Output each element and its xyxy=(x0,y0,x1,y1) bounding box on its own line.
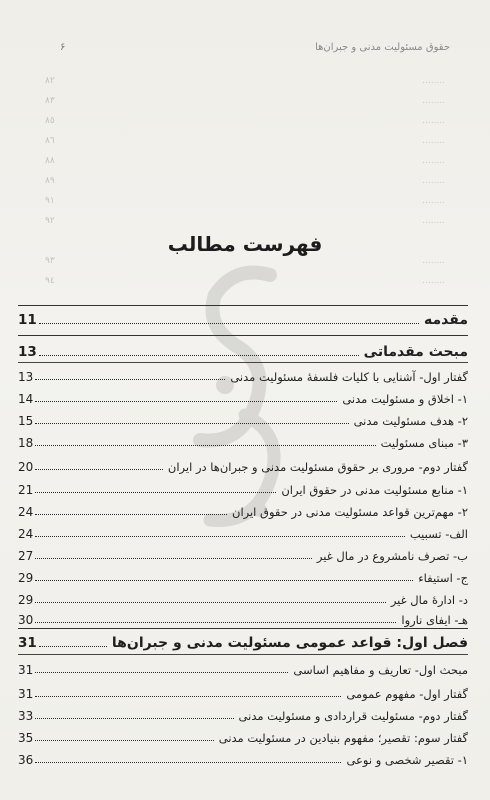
section-rule xyxy=(18,305,468,306)
toc-entry: فصل اول: قواعد عمومی مسئولیت مدنی و جبران‌ها 31 xyxy=(18,635,468,651)
toc-entry: ب- تصرف نامشروع در مال غیر 27 xyxy=(18,549,468,563)
toc-entry: ۱- اخلاق و مسئولیت مدنی 14 xyxy=(18,392,468,406)
page-title: فهرست مطالب xyxy=(167,232,323,256)
show-through-line: ٩١ ........ xyxy=(45,196,445,206)
show-through-line: ٩٢ ........ xyxy=(45,216,445,226)
show-through-line: ٨٨ ........ xyxy=(45,156,445,166)
toc-entry: گفتار دوم- مروری بر حقوق مسئولیت مدنی و جبران‌ها در ایران 20 xyxy=(18,460,468,474)
toc-entry: ۱- تقصیر شخصی و نوعی 36 xyxy=(18,753,468,767)
toc-entry: گفتار دوم- مسئولیت قراردادی و مسئولیت مدنی 33 xyxy=(18,709,468,723)
toc-entry: گفتار اول- مفهوم عمومی 31 xyxy=(18,687,468,701)
show-through-line: ٨٢ ........ xyxy=(45,76,445,86)
toc-entry: ۲- مهم‌ترین قواعد مسئولیت مدنی در حقوق ایران 24 xyxy=(18,505,468,519)
toc-entry: ۱- منابع مسئولیت مدنی در حقوق ایران 21 xyxy=(18,483,468,497)
toc-entry: الف- تسبیب 24 xyxy=(18,527,468,541)
show-through-line: ٨٦ ........ xyxy=(45,136,445,146)
section-rule xyxy=(18,628,468,629)
show-through-line: ٨٥ ........ xyxy=(45,116,445,126)
toc-entry: مبحث اول- تعاریف و مفاهیم اساسی 31 xyxy=(18,663,468,677)
toc-entry: هـ- ایفای ناروا 30 xyxy=(18,613,468,627)
toc-entry: گفتار سوم: تقصیر؛ مفهوم بنیادین در مسئولیت مدنی 35 xyxy=(18,731,468,745)
toc-entry: مقدمه 11 xyxy=(18,312,468,328)
section-rule xyxy=(18,362,468,363)
toc-entry: ۳- مبنای مسئولیت 18 xyxy=(18,436,468,450)
show-through-line: ٩٤ ........ xyxy=(45,276,445,286)
section-rule xyxy=(18,335,468,336)
running-header-text: حقوق مسئولیت مدنی و جبران‌ها xyxy=(315,42,450,53)
show-through-line: ٨٩ ........ xyxy=(45,176,445,186)
section-rule xyxy=(18,654,468,655)
toc-entry: مبحث مقدماتی 13 xyxy=(18,344,468,360)
toc-entry: ۲- هدف مسئولیت مدنی 15 xyxy=(18,414,468,428)
toc-entry: د- ادارهٔ مال غیر 29 xyxy=(18,593,468,607)
show-through-line: ٨٣ ........ xyxy=(45,96,445,106)
running-header-page: ۶ xyxy=(60,42,66,53)
show-through-line: ٩٣ ........ xyxy=(45,256,445,266)
toc-entry: ج- استیفاء 29 xyxy=(18,571,468,585)
toc-entry: گفتار اول- آشنایی با کلیات فلسفهٔ مسئولیت مدنی 13 xyxy=(18,370,468,384)
